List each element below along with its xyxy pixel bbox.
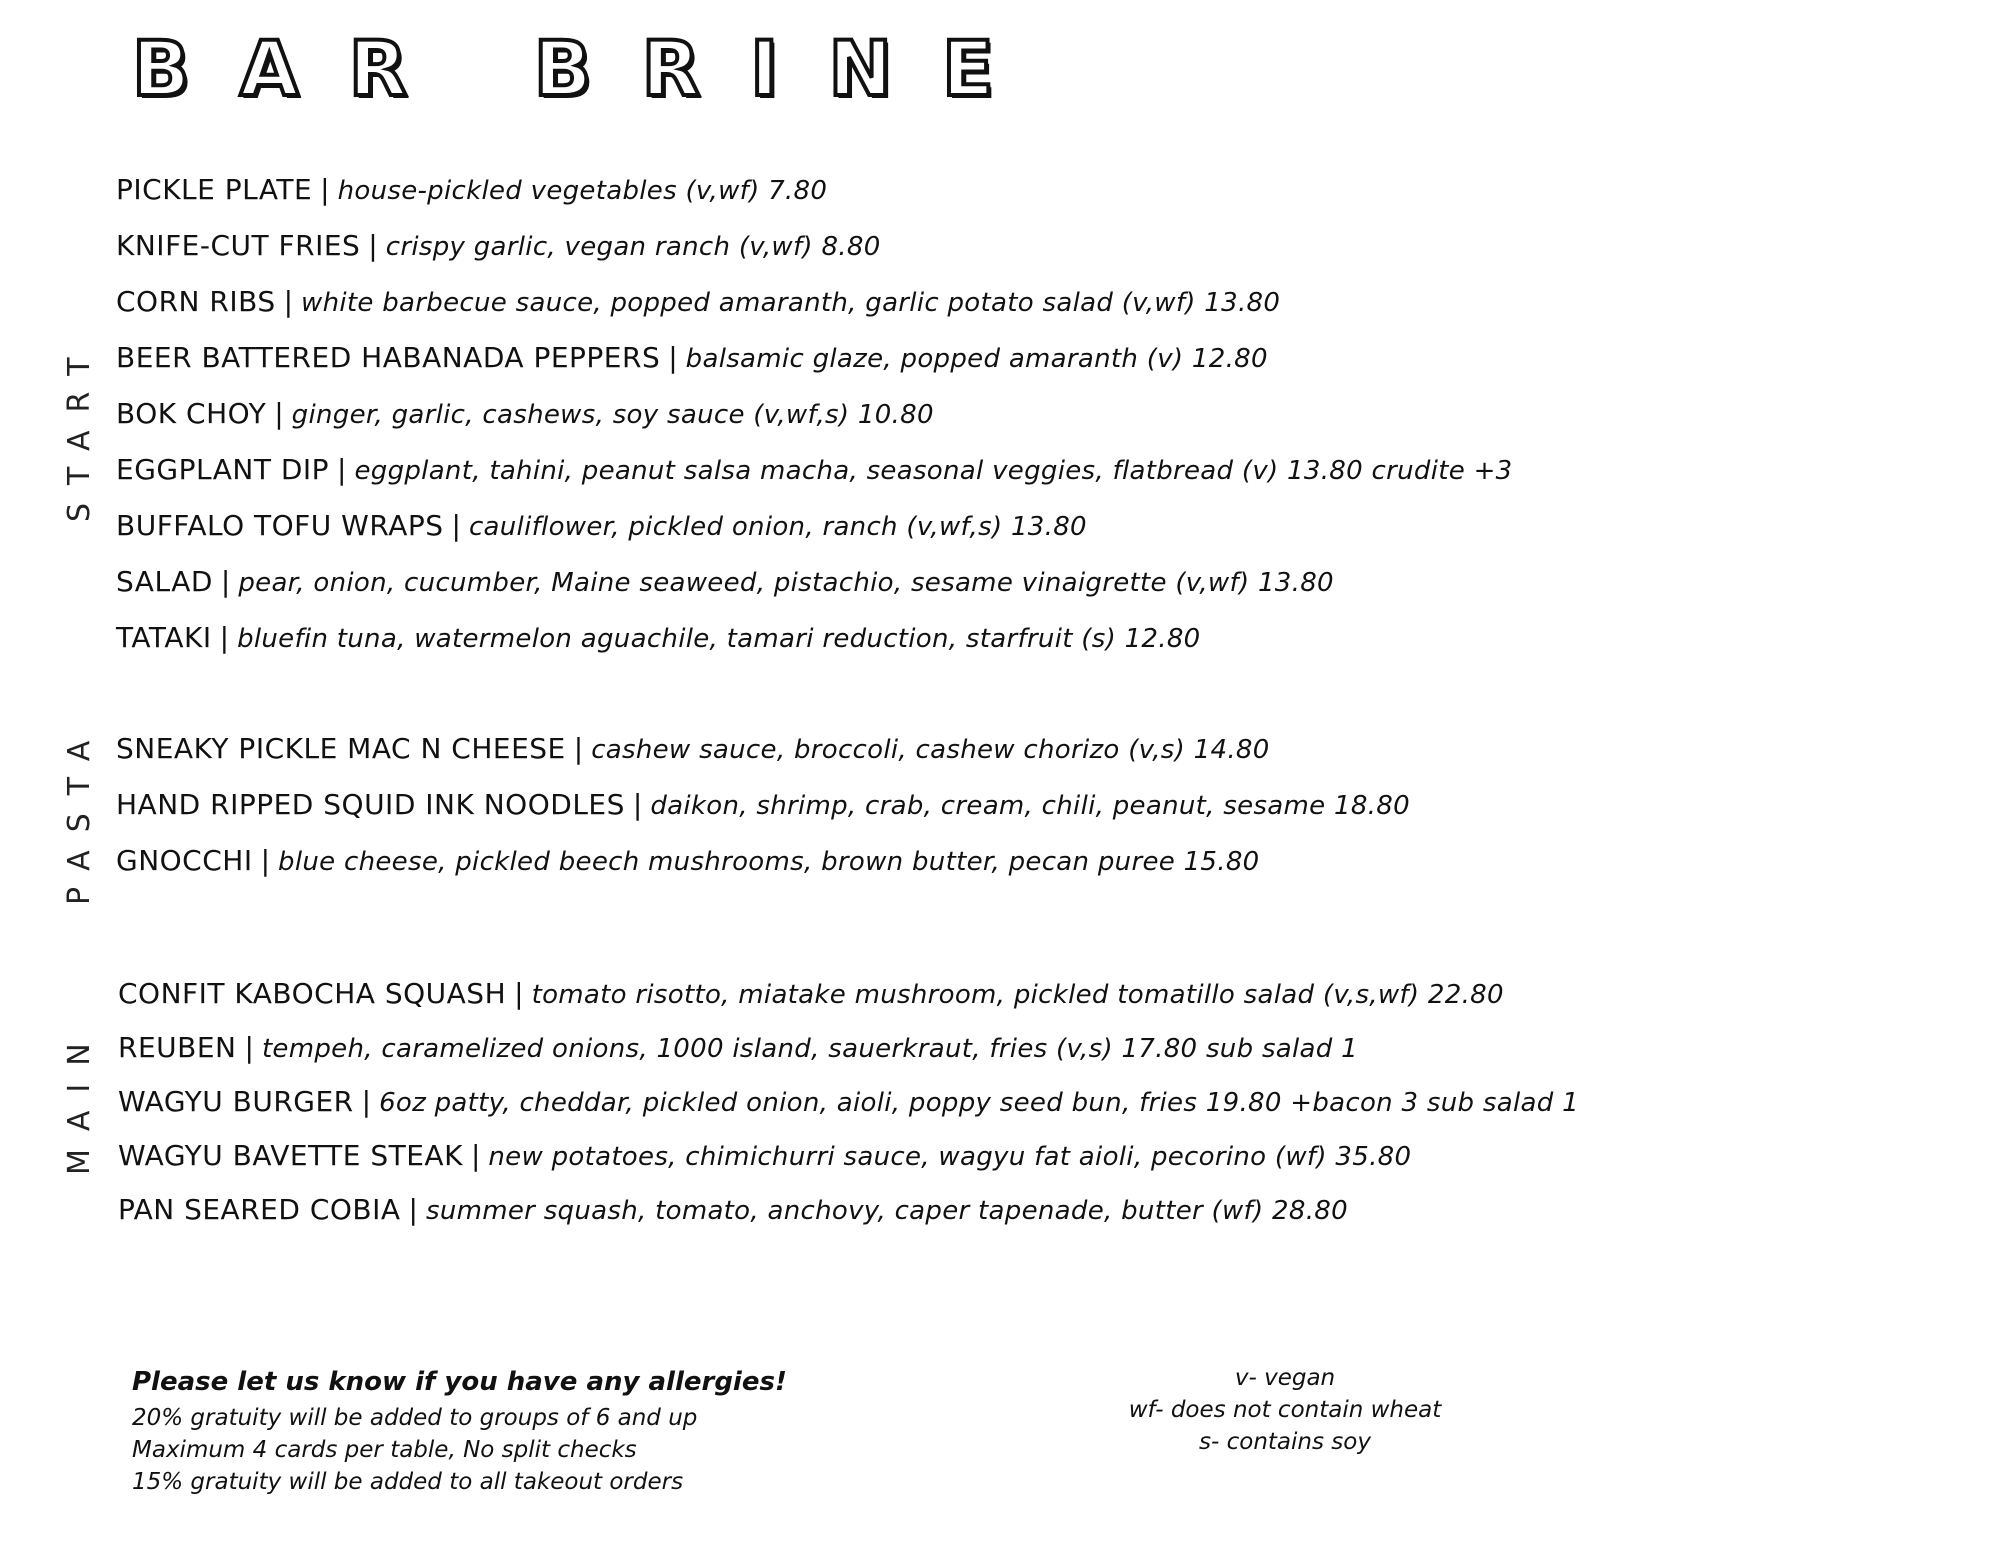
menu-item [118,1028,1358,1069]
item-description: daikon, shrimp, crab, cream, chili, peanut, sesame 18.80 [650,791,1410,821]
item-description: ginger, garlic, cashews, soy sauce (v,wf,s) 10.80 [291,400,934,430]
menu-item [116,562,1334,603]
item-separator: | [320,173,330,206]
policy-line: 15% gratuity will be added to all takeout orders [132,1469,684,1495]
item-separator: | [514,977,524,1010]
item-separator: | [244,1031,254,1064]
menu-item [116,785,1410,826]
menu-item [116,394,934,435]
item-name: EGGPLANT DIP [116,453,330,486]
section-label-pasta: PASTA [62,722,97,905]
item-name: SNEAKY PICKLE MAC N CHEESE [116,732,566,765]
policy-line: 20% gratuity will be added to groups of 6 and up [132,1405,698,1431]
footer-policies [132,1362,787,1498]
menu-item [118,974,1504,1015]
item-name: CONFIT KABOCHA SQUASH [118,977,507,1010]
item-description: 6oz patty, cheddar, pickled onion, aioli, poppy seed bun, fries 19.80 +bacon 3 sub salad 1 [379,1088,1579,1118]
item-name: PAN SEARED COBIA [118,1193,401,1226]
policy-line: Maximum 4 cards per table, No split checks [132,1437,637,1463]
allergy-note: Please let us know if you have any allergies! [132,1367,787,1397]
legend-line: s- contains soy [1199,1429,1371,1455]
item-description: balsamic glaze, popped amaranth (v) 12.80 [685,344,1268,374]
item-separator: | [260,844,271,877]
item-separator: | [668,341,678,374]
item-separator: | [219,621,230,654]
item-name: CORN RIBS [116,285,276,318]
menu-item [116,338,1268,379]
menu-item [116,170,827,211]
menu-item [116,282,1280,323]
section-label-start: START [62,339,97,522]
item-name: BUFFALO TOFU WRAPS [116,509,444,542]
item-name: GNOCCHI [116,844,253,877]
item-description: cashew sauce, broccoli, cashew chorizo (v,s) 14.80 [591,735,1270,765]
item-name: BEER BATTERED HABANADA PEPPERS [116,341,661,374]
item-description: bluefin tuna, watermelon aguachile, tamari reduction, starfruit (s) 12.80 [237,624,1201,654]
legend-line: v- vegan [1234,1365,1336,1391]
menu-item [118,1082,1579,1123]
item-separator: | [470,1139,481,1172]
section-label-main: MAIN [62,1025,97,1175]
item-description: pear, onion, cucumber, Maine seaweed, pistachio, sesame vinaigrette (v,wf) 13.80 [238,568,1334,598]
item-description: tomato risotto, miatake mushroom, pickled tomatillo salad (v,s,wf) 22.80 [531,980,1504,1010]
item-separator: | [361,1085,372,1118]
item-name: SALAD [116,565,213,598]
item-name: HAND RIPPED SQUID INK NOODLES [116,788,625,821]
menu-item [116,506,1087,547]
item-description: tempeh, caramelized onions, 1000 island, sauerkraut, fries (v,s) 17.80 sub salad 1 [261,1034,1358,1064]
item-separator: | [283,285,294,318]
item-description: white barbecue sauce, popped amaranth, garlic potato salad (v,wf) 13.80 [301,288,1281,318]
item-description: summer squash, tomato, anchovy, caper tapenade, butter (wf) 28.80 [425,1196,1348,1226]
item-separator: | [337,453,347,486]
item-separator: | [408,1193,418,1226]
menu-item [118,1190,1348,1231]
restaurant-title: BAR BRINE [132,24,1044,113]
item-separator: | [368,229,378,262]
item-separator: | [220,565,231,598]
item-name: WAGYU BURGER [118,1085,354,1118]
item-description: eggplant, tahini, peanut salsa macha, seasonal veggies, flatbread (v) 13.80 crudite +3 [354,456,1513,486]
item-name: REUBEN [118,1031,237,1064]
menu-item [116,450,1513,491]
item-name: KNIFE-CUT FRIES [116,229,361,262]
item-description: cauliflower, pickled onion, ranch (v,wf,s) 13.80 [468,512,1087,542]
item-description: house-pickled vegetables (v,wf) 7.80 [337,176,828,206]
menu-item [118,1136,1411,1177]
item-name: BOK CHOY [116,397,267,430]
item-separator: | [573,732,584,765]
item-name: PICKLE PLATE [116,173,313,206]
menu-item [116,841,1260,882]
item-separator: | [451,509,461,542]
item-description: new potatoes, chimichurri sauce, wagyu fat aioli, pecorino (wf) 35.80 [488,1142,1412,1172]
dietary-legend [1080,1362,1490,1458]
item-name: WAGYU BAVETTE STEAK [118,1139,463,1172]
menu-item [116,226,881,267]
legend-line: wf- does not contain wheat [1128,1397,1442,1423]
menu-item [116,729,1270,770]
item-description: blue cheese, pickled beech mushrooms, brown butter, pecan puree 15.80 [278,847,1260,877]
item-separator: | [274,397,284,430]
item-name: TATAKI [116,621,212,654]
item-description: crispy garlic, vegan ranch (v,wf) 8.80 [385,232,881,262]
item-separator: | [632,788,643,821]
menu-item [116,618,1201,659]
